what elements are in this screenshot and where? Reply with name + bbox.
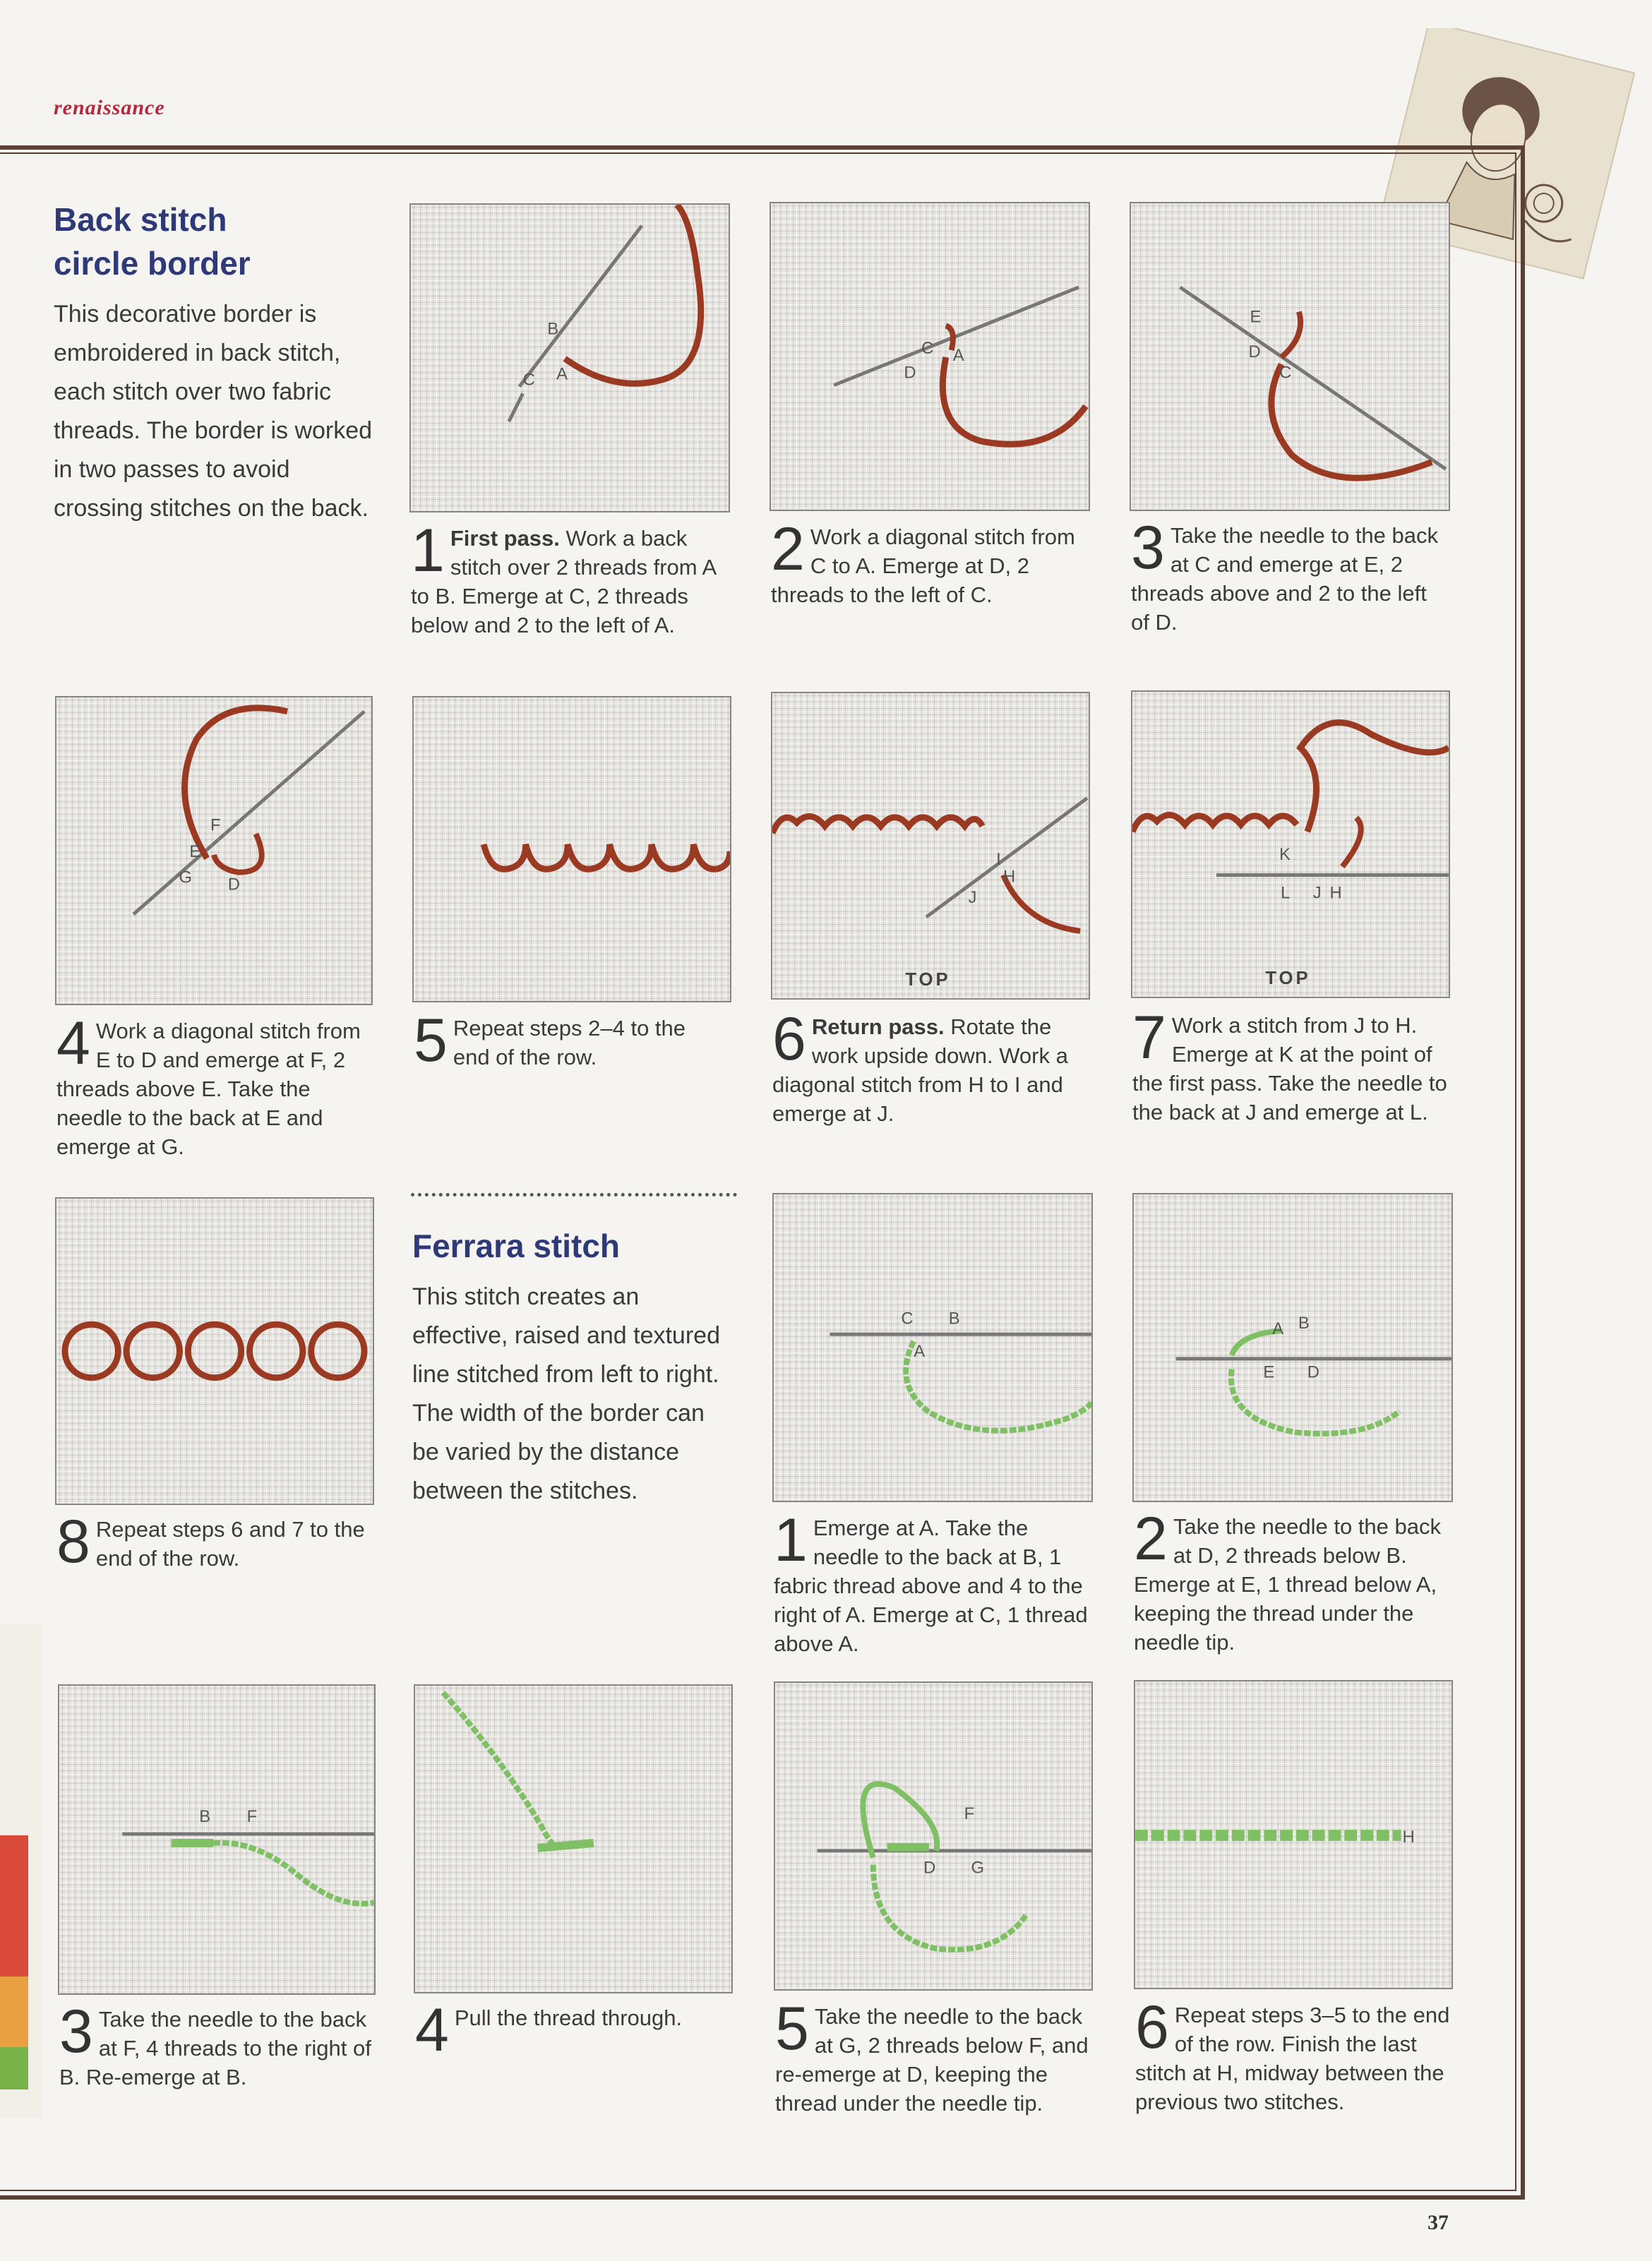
- step-text: Repeat steps 3–5 to the end of the row. Finish the last stitch at H, midway between the previous two stitches.: [1135, 2003, 1450, 2114]
- stitch-label: C: [921, 339, 934, 359]
- stitch-label: D: [1248, 342, 1261, 361]
- step-photo-ferrara-3: [58, 1684, 376, 1995]
- stitch-label: C: [522, 370, 535, 390]
- stitch-label: F: [964, 1804, 975, 1824]
- stitch-label: J: [968, 888, 977, 908]
- stitch-label: K: [1279, 844, 1291, 864]
- step-number: 3: [59, 1998, 93, 2065]
- step-caption-ferrara-2: [1134, 1505, 1452, 1657]
- step-number: 5: [414, 1007, 448, 1074]
- step-photo-ferrara-2: [1132, 1193, 1453, 1502]
- step-text: Take the needle to the back at C and emerge at E, 2 threads above and 2 to the left of D.: [1131, 523, 1439, 635]
- step-number: 2: [771, 515, 805, 583]
- step-caption-back-6: [772, 1005, 1083, 1128]
- section-tag: renaissance: [54, 96, 165, 119]
- step-caption-back-8: [56, 1508, 367, 1576]
- stitch-label: L: [1281, 883, 1291, 903]
- step-number: 8: [56, 1508, 90, 1576]
- step-photo-back-2: [770, 202, 1090, 511]
- step-photo-back-5: [412, 696, 731, 1002]
- step-number: 1: [774, 1506, 808, 1574]
- stitch-label: E: [1263, 1362, 1275, 1382]
- step-number: 6: [1135, 1993, 1169, 2061]
- stitch-label: A: [952, 345, 964, 365]
- stitch-label: F: [210, 815, 221, 835]
- step-number: 7: [1132, 1004, 1166, 1072]
- step-caption-ferrara-5: [775, 1995, 1093, 2118]
- stitch-label: D: [923, 1858, 936, 1878]
- stitch-label: I: [996, 849, 1001, 869]
- stitch-label: H: [1402, 1827, 1415, 1847]
- step-text: Work a diagonal stitch from E to D and emerge at F, 2 threads above E. Take the needle to the back at E and emerge at G.: [56, 1019, 361, 1159]
- back-stitch-title: [54, 198, 251, 285]
- step-photo-back-7: [1131, 690, 1450, 998]
- step-text: Take the needle to the back at F, 4 threads to the right of B. Re-emerge at B.: [59, 2007, 371, 2089]
- ferrara-title: Ferrara stitch: [412, 1228, 621, 1264]
- step-text: Work a stitch from J to H. Emerge at K at the point of the first pass. Take the needle to the back at J and emerge at L.: [1132, 1013, 1447, 1124]
- stitch-label: B: [199, 1807, 211, 1827]
- stitch-label: F: [246, 1807, 258, 1827]
- ferrara-intro: This stitch creates an effective, raised and textured line stitched from left to right. The width of the border can be varied by the distance between the stitches.: [412, 1283, 720, 1504]
- step-number: 1: [411, 517, 445, 584]
- stitch-label: D: [904, 363, 916, 383]
- step-photo-back-1: [409, 203, 730, 512]
- step-caption-ferrara-1: [774, 1506, 1091, 1658]
- step-text: Repeat steps 6 and 7 to the end of the row.: [95, 1517, 365, 1571]
- stitch-label: D: [1307, 1362, 1319, 1382]
- step-text: Repeat steps 2–4 to the end of the row.: [453, 1016, 686, 1069]
- step-text: Take the needle to the back at D, 2 threads below B. Emerge at E, 1 thread below A, keeping the thread under the needle tip.: [1134, 1514, 1442, 1655]
- stitch-label: G: [179, 868, 192, 887]
- step-photo-ferrara-6: [1134, 1680, 1453, 1989]
- step-lead: First pass.: [450, 526, 560, 551]
- step-photo-ferrara-1: [772, 1193, 1093, 1502]
- step-photo-back-6: [771, 692, 1090, 1000]
- step-photo-back-4: [55, 696, 373, 1005]
- stitch-label: B: [547, 319, 559, 339]
- stitch-label: A: [556, 364, 568, 384]
- step-text: Emerge at A. Take the needle to the back at B, 1 fabric thread above and 4 to the right of A. Emerge at C, 1 thread above A.: [774, 1516, 1088, 1656]
- step-caption-back-2: [771, 515, 1089, 609]
- step-text: Take the needle to the back at G, 2 threads below F, and re-emerge at D, keeping the thread under the needle tip.: [775, 2004, 1089, 2116]
- step-caption-ferrara-4: [415, 1996, 733, 2064]
- step-text: Rotate the work upside down. Work a diagonal stitch from H to I and emerge at J.: [772, 1014, 1068, 1126]
- step-number: 3: [1131, 514, 1165, 582]
- stitch-label: G: [971, 1858, 985, 1878]
- step-number: 6: [772, 1005, 806, 1073]
- step-caption-back-5: [414, 1007, 724, 1074]
- stitch-label: C: [1279, 363, 1292, 383]
- step-number: 4: [56, 1009, 90, 1077]
- orientation-label: TOP: [1265, 968, 1311, 989]
- stitch-label: H: [1329, 883, 1342, 903]
- back-stitch-title-line2: circle border: [54, 245, 251, 282]
- stitch-label: D: [227, 875, 240, 894]
- step-number: 4: [415, 1996, 449, 2064]
- stitch-label: C: [901, 1309, 914, 1329]
- stitch-label: E: [1250, 307, 1262, 327]
- step-caption-ferrara-3: [59, 1998, 377, 2092]
- stitch-label: B: [948, 1309, 960, 1329]
- step-caption-back-1: [411, 517, 722, 640]
- step-caption-back-7: [1132, 1004, 1450, 1127]
- step-photo-ferrara-5: [774, 1681, 1093, 1991]
- section-divider: [411, 1193, 737, 1197]
- page-number: 37: [1427, 2211, 1449, 2234]
- step-text: Work a back stitch over 2 threads from A to B. Emerge at C, 2 threads below and 2 to the left of A.: [411, 526, 716, 637]
- step-photo-ferrara-4: [414, 1684, 733, 1993]
- step-text: Work a diagonal stitch from C to A. Emerge at D, 2 threads to the left of C.: [771, 524, 1075, 607]
- step-text: Pull the thread through.: [454, 2005, 683, 2030]
- stitch-label: E: [189, 841, 201, 861]
- step-lead: Return pass.: [811, 1014, 945, 1039]
- step-photo-back-8: [55, 1197, 374, 1505]
- stitch-label: B: [1298, 1314, 1310, 1333]
- stitch-label: A: [914, 1341, 926, 1361]
- step-caption-back-3: [1131, 514, 1442, 637]
- back-stitch-title-line1: Back stitch: [54, 201, 227, 238]
- step-caption-ferrara-6: [1135, 1993, 1453, 2116]
- step-photo-back-3: [1130, 202, 1450, 511]
- step-number: 2: [1134, 1505, 1168, 1573]
- step-caption-back-4: [56, 1009, 367, 1161]
- stitch-label: J: [1312, 883, 1322, 903]
- orientation-label: TOP: [905, 970, 951, 990]
- step-number: 5: [775, 1995, 809, 2063]
- stitch-label: A: [1272, 1319, 1284, 1339]
- back-stitch-intro: This decorative border is embroidered in back stitch, each stitch over two fabric threads. The border is worked in two passes to avoid crossing stitches on the back.: [54, 301, 373, 522]
- stitch-label: H: [1003, 867, 1016, 887]
